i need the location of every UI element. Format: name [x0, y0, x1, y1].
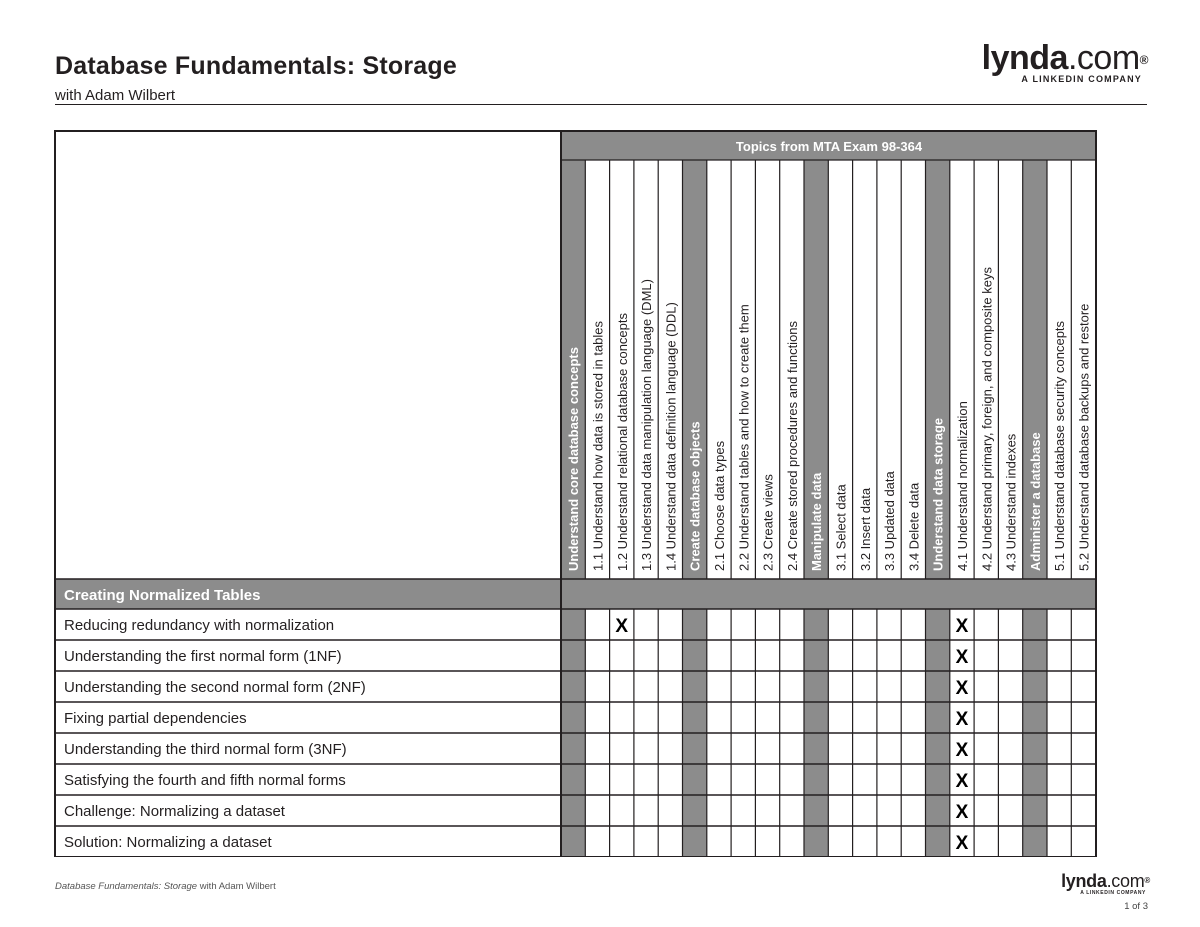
- row-label: Fixing partial dependencies: [64, 710, 247, 727]
- page-subtitle: with Adam Wilbert: [55, 87, 176, 104]
- topic-header: 2.2 Understand tables and how to create them: [736, 304, 752, 571]
- topic-header: 5.2 Understand database backups and restore: [1076, 303, 1092, 571]
- category-header: Understand data storage: [930, 417, 946, 571]
- footer-course: [55, 881, 276, 892]
- topic-header: 1.3 Understand data manipulation language (DML): [639, 279, 655, 571]
- row-label: Understanding the first normal form (1NF): [64, 648, 342, 665]
- check-mark: X: [955, 616, 969, 637]
- topic-header: 3.3 Updated data: [882, 471, 898, 571]
- topic-header: 4.3 Understand indexes: [1003, 433, 1019, 571]
- row-label: Reducing redundancy with normalization: [64, 617, 335, 634]
- footer-logo-reg: ®: [1144, 876, 1150, 885]
- row-label: Solution: Normalizing a dataset: [64, 834, 272, 851]
- logo-brand: lynda: [981, 39, 1068, 77]
- topic-header: 3.4 Delete data: [906, 482, 922, 571]
- topics-table: [54, 130, 1097, 857]
- check-mark: X: [955, 647, 969, 668]
- category-header: Understand core database concepts: [566, 347, 582, 571]
- footer-course-title: Database Fundamentals: Storage: [55, 881, 198, 892]
- topic-header: 3.1 Select data: [833, 484, 849, 571]
- topic-header: 1.1 Understand how data is stored in tables: [590, 320, 606, 571]
- page-title: Database Fundamentals: Storage: [55, 52, 457, 80]
- header-divider: [55, 104, 1147, 105]
- topic-header: 1.2 Understand relational database concepts: [614, 312, 630, 571]
- row-label: Understanding the third normal form (3NF): [64, 741, 347, 758]
- footer-logo-brand: lynda: [1061, 871, 1107, 891]
- row-label: Satisfying the fourth and fifth normal forms: [64, 772, 346, 789]
- footer-logo-tagline: A LINKEDIN COMPANY: [1080, 890, 1146, 896]
- topic-header: 4.1 Understand normalization: [954, 401, 970, 571]
- check-mark: X: [955, 709, 969, 730]
- row-label: Understanding the second normal form (2NF): [64, 679, 366, 696]
- check-mark: X: [955, 833, 969, 854]
- topic-header: 4.2 Understand primary, foreign, and composite keys: [979, 267, 995, 571]
- category-header: Administer a database: [1027, 432, 1043, 571]
- row-label: Challenge: Normalizing a dataset: [64, 803, 285, 820]
- category-header: Manipulate data: [809, 472, 825, 571]
- page-number: 1 of 3: [1124, 901, 1148, 912]
- lynda-logo: [982, 40, 1148, 84]
- topic-header: 2.3 Create views: [760, 474, 776, 571]
- topic-header: 5.1 Understand database security concepts: [1052, 320, 1068, 571]
- logo-tagline: A LINKEDIN COMPANY: [1021, 74, 1142, 84]
- footer-author: with Adam Wilbert: [199, 881, 276, 892]
- check-mark: X: [955, 802, 969, 823]
- topic-header: 3.2 Insert data: [857, 487, 873, 571]
- check-mark: X: [615, 616, 629, 637]
- topic-header: 2.1 Choose data types: [711, 440, 727, 571]
- category-header: Create database objects: [687, 421, 703, 571]
- logo-suffix: .com: [1067, 39, 1140, 77]
- footer-logo-suffix: .com: [1106, 871, 1145, 891]
- check-mark: X: [955, 740, 969, 761]
- banner-title: Topics from MTA Exam 98-364: [735, 139, 923, 154]
- footer-logo: [1061, 872, 1150, 896]
- check-mark: X: [955, 771, 969, 792]
- topic-header: 1.4 Understand data definition language (DDL): [663, 302, 679, 571]
- logo-reg: ®: [1139, 53, 1148, 67]
- topic-header: 2.4 Create stored procedures and functions: [784, 320, 800, 571]
- check-mark: X: [955, 678, 969, 699]
- section-title: Creating Normalized Tables: [64, 587, 261, 604]
